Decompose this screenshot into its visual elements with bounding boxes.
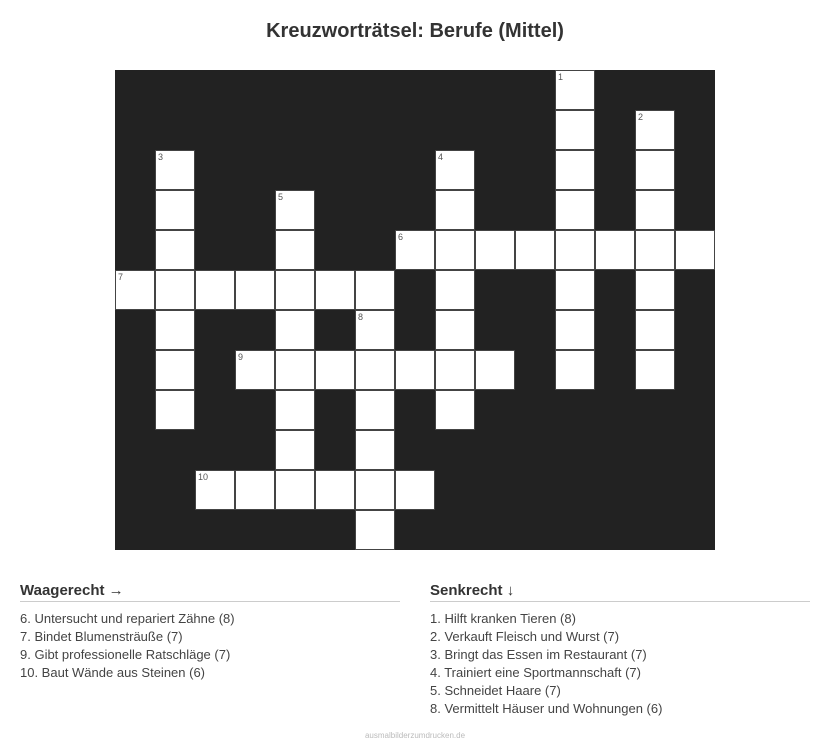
clue-item: 4. Trainiert eine Sportmannschaft (7) [430, 665, 641, 680]
down-clue-list [430, 610, 810, 718]
clue-item: 1. Hilft kranken Tieren (8) [430, 611, 576, 626]
clue-item: 2. Verkauft Fleisch und Wurst (7) [430, 629, 620, 644]
grid-cell[interactable] [475, 350, 515, 390]
grid-cell[interactable] [315, 470, 355, 510]
grid-cell[interactable] [675, 230, 715, 270]
clue-item: 10. Baut Wände aus Steinen (6) [20, 665, 206, 680]
grid-cell[interactable] [275, 310, 315, 350]
footer-watermark: ausmalbilderzumdrucken.de [364, 731, 466, 740]
grid-cell[interactable] [635, 230, 675, 270]
grid-cell[interactable] [555, 230, 595, 270]
grid-cell[interactable] [235, 350, 275, 390]
across-heading: Waagerecht → [20, 582, 400, 602]
grid-cell[interactable] [395, 230, 435, 270]
grid-cell[interactable] [555, 310, 595, 350]
grid-cell[interactable] [195, 470, 235, 510]
clue-number: 4 [438, 152, 444, 162]
grid-cell[interactable] [235, 470, 275, 510]
grid-cell[interactable] [475, 230, 515, 270]
grid-cell[interactable] [355, 310, 395, 350]
grid-cell[interactable] [555, 70, 595, 110]
grid-cell[interactable] [555, 350, 595, 390]
clue-item: 8. Vermittelt Häuser und Wohnungen (6) [430, 701, 663, 716]
grid-cell[interactable] [155, 190, 195, 230]
grid-cell[interactable] [435, 230, 475, 270]
clue-number: 2 [638, 112, 644, 122]
grid-cell[interactable] [435, 390, 475, 430]
clue-item: 3. Bringt das Essen im Restaurant (7) [430, 647, 647, 662]
clue-number: 3 [158, 152, 164, 162]
clue-number: 10 [198, 472, 209, 482]
grid-cell[interactable] [275, 390, 315, 430]
grid-cell[interactable] [635, 190, 675, 230]
grid-cell[interactable] [635, 110, 675, 150]
grid-cell[interactable] [555, 110, 595, 150]
grid-cell[interactable] [355, 270, 395, 310]
grid-cell[interactable] [275, 270, 315, 310]
grid-cell[interactable] [275, 430, 315, 470]
clue-number: 8 [358, 312, 364, 322]
grid-cell[interactable] [115, 270, 155, 310]
grid-cell[interactable] [355, 510, 395, 550]
clue-number: 7 [118, 272, 124, 282]
clue-number: 6 [398, 232, 404, 242]
down-clues [430, 582, 810, 718]
grid-cell[interactable] [155, 150, 195, 190]
grid-cell[interactable] [155, 230, 195, 270]
grid-cell[interactable] [435, 310, 475, 350]
grid-cell[interactable] [355, 390, 395, 430]
grid-cell[interactable] [275, 470, 315, 510]
grid-cell[interactable] [555, 150, 595, 190]
grid-cell[interactable] [635, 350, 675, 390]
grid-cell[interactable] [275, 190, 315, 230]
clue-item: 6. Untersucht und repariert Zähne (8) [20, 611, 235, 626]
grid-cell[interactable] [155, 270, 195, 310]
clue-number: 1 [558, 72, 564, 82]
grid-cell[interactable] [155, 310, 195, 350]
grid-cell[interactable] [355, 470, 395, 510]
grid-cell[interactable] [635, 310, 675, 350]
grid-cell[interactable] [395, 350, 435, 390]
grid-cell[interactable] [435, 270, 475, 310]
grid-cell[interactable] [635, 150, 675, 190]
grid-cell[interactable] [515, 230, 555, 270]
clue-number: 9 [238, 352, 244, 362]
page-title: Kreuzworträtsel: Berufe (Mittel) [266, 20, 564, 42]
grid-cell[interactable] [355, 430, 395, 470]
grid-cell[interactable] [155, 390, 195, 430]
grid-cell[interactable] [235, 270, 275, 310]
down-heading: Senkrecht ↓ [430, 582, 810, 602]
grid-cell[interactable] [555, 270, 595, 310]
grid-cell[interactable] [435, 350, 475, 390]
clue-item: 7. Bindet Blumensträuße (7) [20, 629, 183, 644]
grid-cell[interactable] [355, 350, 395, 390]
grid-cell[interactable] [635, 270, 675, 310]
grid-cell[interactable] [155, 350, 195, 390]
across-clues [20, 582, 400, 682]
grid-cell[interactable] [555, 190, 595, 230]
grid-cell[interactable] [195, 270, 235, 310]
clue-number: 5 [278, 192, 284, 202]
grid-cell[interactable] [315, 350, 355, 390]
grid-cell[interactable] [435, 150, 475, 190]
grid-cell[interactable] [435, 190, 475, 230]
grid-cell[interactable] [315, 270, 355, 310]
crossword-grid [115, 70, 715, 550]
clue-item: 9. Gibt professionelle Ratschläge (7) [20, 647, 231, 662]
grid-cell[interactable] [275, 350, 315, 390]
clue-item: 5. Schneidet Haare (7) [430, 683, 561, 698]
across-clue-list [20, 610, 400, 682]
grid-cell[interactable] [595, 230, 635, 270]
grid-cell[interactable] [395, 470, 435, 510]
grid-cell[interactable] [275, 230, 315, 270]
